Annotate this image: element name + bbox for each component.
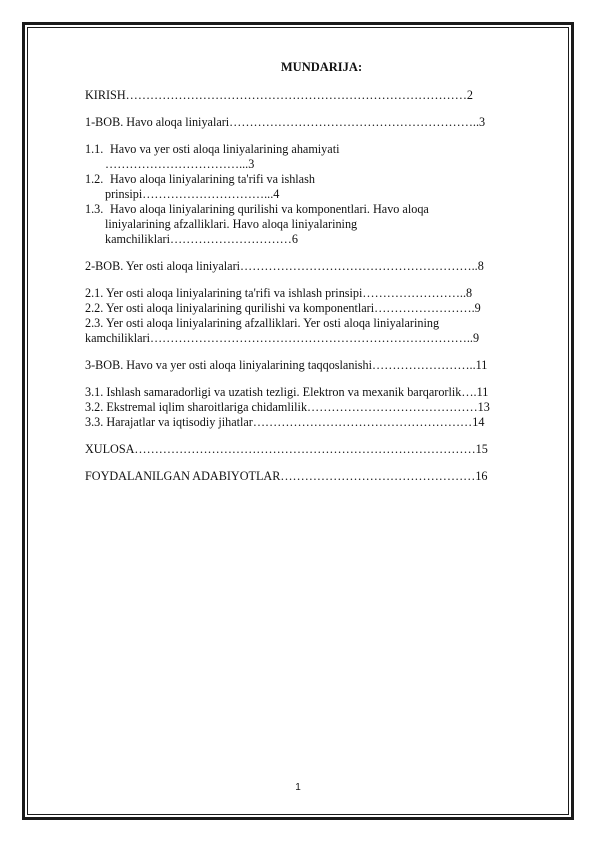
toc-entry-number: 1.1. (85, 142, 104, 156)
table-of-contents (85, 60, 550, 484)
toc-entry-2-3-cont: kamchiliklari……………………………………………………………………..9 (85, 331, 480, 345)
toc-entry-1-2 (85, 172, 550, 187)
toc-entry-3-2: 3.2. Ekstremal iqlim sharoitlariga chidamlilik……………………………………13 (85, 400, 490, 414)
toc-entry-2-3: 2.3. Yer osti aloqa liniyalarining afzalliklari. Yer osti aloqa liniyalarining (85, 316, 440, 330)
toc-entry-1-1-cont: ……………………………...3 (105, 157, 255, 171)
page-number: 1 (295, 782, 301, 793)
toc-entry-number: 1.3. (85, 202, 104, 216)
toc-entry-bob3: 3-BOB. Havo va yer osti aloqa liniyalarining taqqoslanishi……………………..11 (85, 358, 488, 372)
toc-entry-3-1: 3.1. Ishlash samaradorligi va uzatish tezligi. Elektron va mexanik barqarorlik….11 (85, 385, 489, 399)
toc-entry-bob1: 1-BOB. Havo aloqa liniyalari……………………………………………………..3 (85, 115, 486, 129)
toc-title: MUNDARIJA: (280, 60, 363, 74)
toc-entry-number: 1.2. (85, 172, 104, 186)
toc-entry-3-3: 3.3. Harajatlar va iqtisodiy jihatlar………………………………………………14 (85, 415, 485, 429)
toc-entry-text: Havo aloqa liniyalarining ta'rifi va ishlash (110, 172, 315, 186)
toc-entry-kirish: KIRISH…………………………………………………………………………2 (85, 88, 473, 102)
toc-entry-1-3 (85, 202, 550, 217)
toc-entry-xulosa: XULOSA…………………………………………………………………………15 (85, 442, 488, 456)
toc-entry-adabiyotlar: FOYDALANILGAN ADABIYOTLAR…………………………………………16 (85, 469, 488, 483)
toc-entry-bob2: 2-BOB. Yer osti aloqa liniyalari…………………………………………………..8 (85, 259, 484, 273)
toc-entry-text: Havo va yer osti aloqa liniyalarining ahamiyati (110, 142, 340, 156)
toc-entry-1-3-cont2: kamchiliklari…………………………6 (105, 232, 298, 246)
toc-entry-1-2-cont: prinsipi…………………………...4 (105, 187, 280, 201)
toc-entry-2-1: 2.1. Yer osti aloqa liniyalarining ta'rifi va ishlash prinsipi……………………..8 (85, 286, 473, 300)
toc-entry-1-3-cont1: liniyalarining afzalliklari. Havo aloqa liniyalarining (105, 217, 358, 231)
toc-entry-1-1 (85, 142, 550, 157)
toc-entry-text: Havo aloqa liniyalarining qurilishi va komponentlari. Havo aloqa (110, 202, 429, 216)
toc-entry-2-2: 2.2. Yer osti aloqa liniyalarining qurilishi va komponentlari…………………….9 (85, 301, 481, 315)
